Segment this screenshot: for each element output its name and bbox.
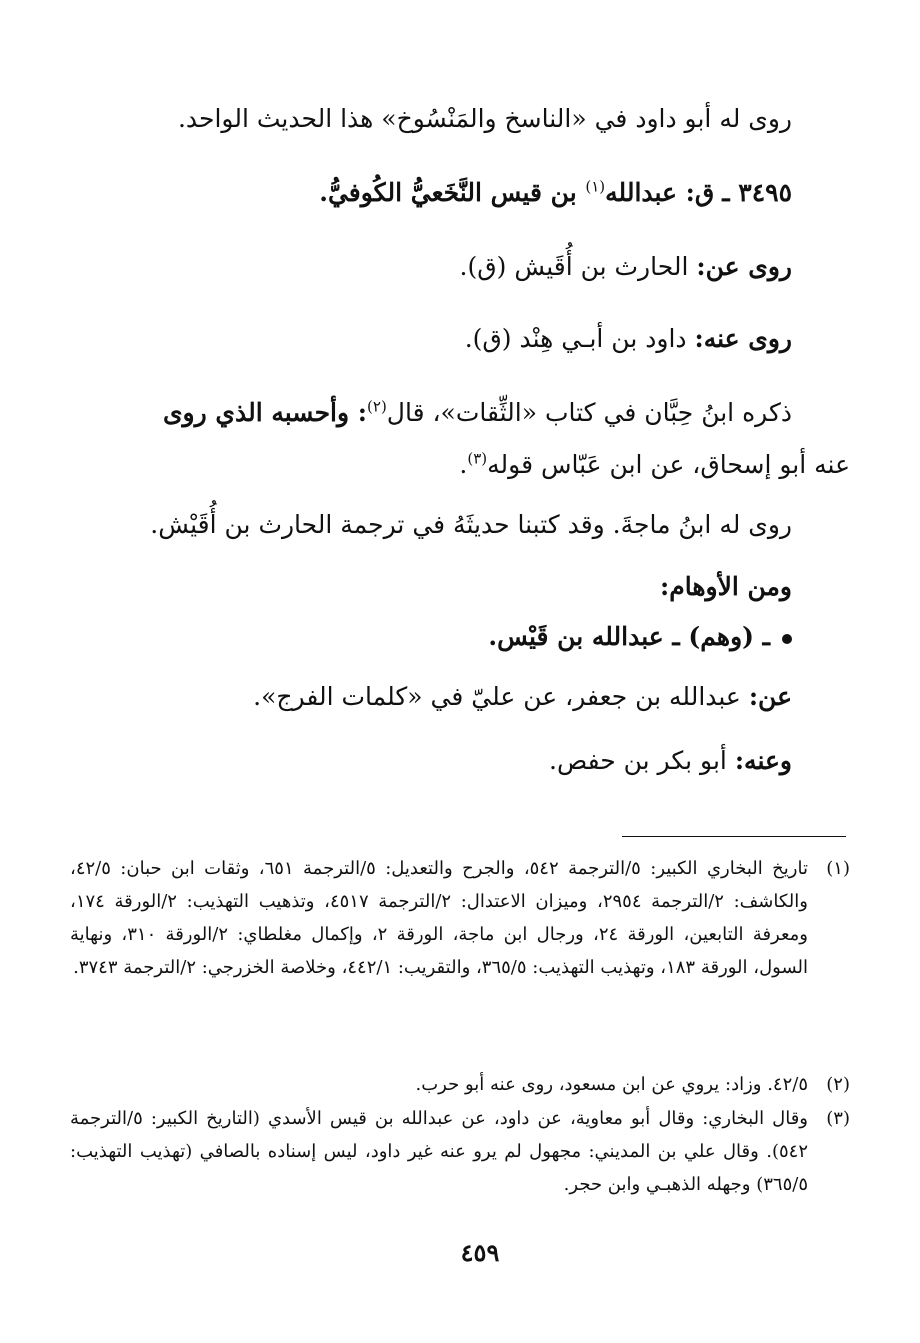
wahm-line (488, 620, 792, 654)
footnote-divider (622, 836, 846, 837)
footnote-3-text: وقال البخاري: وقال أبو معاوية، عن داود، عن عبدالله بن قيس الأسدي (التاريخ الكبير: ٥/الترجمة ٥٤٢). وقال علي بن المديني: مجهول لم يرو عنه غير داود، ليس إسناده بالصافي (تهذيب التهذيب: ٣٦٥/٥) وجهله الذهبـي وابن حجر. (70, 1108, 809, 1195)
footnote-1-number: (١) (826, 858, 850, 879)
footnote-2-number: (٢) (826, 1074, 850, 1095)
rawa-an-value: الحارث بن أُقَيش (ق). (459, 252, 697, 281)
wa-anhu-label: وعنه: (734, 746, 792, 775)
awham-heading (660, 570, 792, 604)
an-line (253, 680, 792, 714)
nasikh-sentence: روى له أبو داود في «الناسخ والمَنْسُوخ» هذا الحديث الواحد. (177, 104, 792, 133)
dhakara-text-c: عنه أبو إسحاق، عن ابن عَبّاس قوله (487, 450, 850, 479)
footnote-3-number: (٣) (826, 1108, 850, 1129)
footnote-ref-2: (٢) (367, 397, 387, 416)
dhakara-text-b: : وأحسبه الذي روى (162, 398, 368, 427)
dhakara-line-2 (459, 448, 850, 482)
dhakara-line-1 (163, 396, 792, 430)
ibn-majah-line (150, 508, 792, 542)
dhakara-text-d: . (459, 450, 468, 479)
awham-label: ومن الأوهام: (660, 572, 792, 601)
bullet-icon (782, 634, 792, 644)
entry-heading (319, 176, 792, 210)
entry-name-rest: بن قيس النَّخَعيُّ الكُوفيُّ. (319, 178, 586, 207)
footnote-2-text: ٤٢/٥. وزاد: يروي عن ابن مسعود، روى عنه أبو حرب. (415, 1074, 808, 1095)
ibn-majah-sentence: روى له ابنُ ماجةَ. وقد كتبنا حديثَهُ في ترجمة الحارث بن أُقَيْش. (150, 510, 792, 539)
footnote-ref-1: (١) (585, 177, 606, 196)
page-number: ٤٥٩ (460, 1238, 500, 1267)
wa-anhu-value: أبو بكر بن حفص. (549, 746, 735, 775)
rawa-anhu-value: داود بن أبـي هِنْد (ق). (464, 324, 695, 353)
text-line-nasikh (178, 102, 792, 136)
an-value: عبدالله بن جعفر، عن عليّ في «كلمات الفرج». (253, 682, 749, 711)
an-label: عن: (748, 682, 792, 711)
rawa-an-line (460, 250, 792, 284)
footnote-1-text: تاريخ البخاري الكبير: ٥/الترجمة ٥٤٢، والجرح والتعديل: ٥/الترجمة ٦٥١، وثقات ابن حبان: ٤٢/٥، والكاشف: ٢/الترجمة ٢٩٥٤، وميزان الاعتدال: ٢/الترجمة ٤٥١٧، وتذهيب التهذيب: ٢/الورقة ١٧٤، ومعرفة التابعين، الورقة ٢٤، ورجال ابن ماجة، الورقة ٢، وإكمال مغلطاي: ٢/الورقة ٣١٠، ونهاية السول، الورقة ١٨٣، وتهذيب التهذيب: ٣٦٥/٥، والتقريب: ٤٤٢/١، وخلاصة الخزرجي: ٢/الترجمة ٣٧٤٣. (70, 858, 808, 978)
wahm-text: ـ (وهم) ـ عبدالله بن قَيْس. (488, 622, 770, 651)
dhakara-text-a: ذكره ابنُ حِبَّان في كتاب «الثِّقات»، قال (386, 398, 792, 427)
rawa-an-label: روى عن: (696, 252, 792, 281)
rawa-anhu-line (465, 322, 792, 356)
footnote-2 (70, 1068, 850, 1101)
rawa-anhu-label: روى عنه: (694, 324, 792, 353)
footnote-ref-3: (٣) (467, 449, 488, 468)
entry-name: ق: عبدالله (605, 178, 715, 207)
footnote-3 (70, 1102, 850, 1201)
wa-anhu-line (549, 744, 792, 778)
entry-number: ٣٤٩٥ ـ (722, 178, 792, 207)
footnote-1 (70, 852, 850, 984)
